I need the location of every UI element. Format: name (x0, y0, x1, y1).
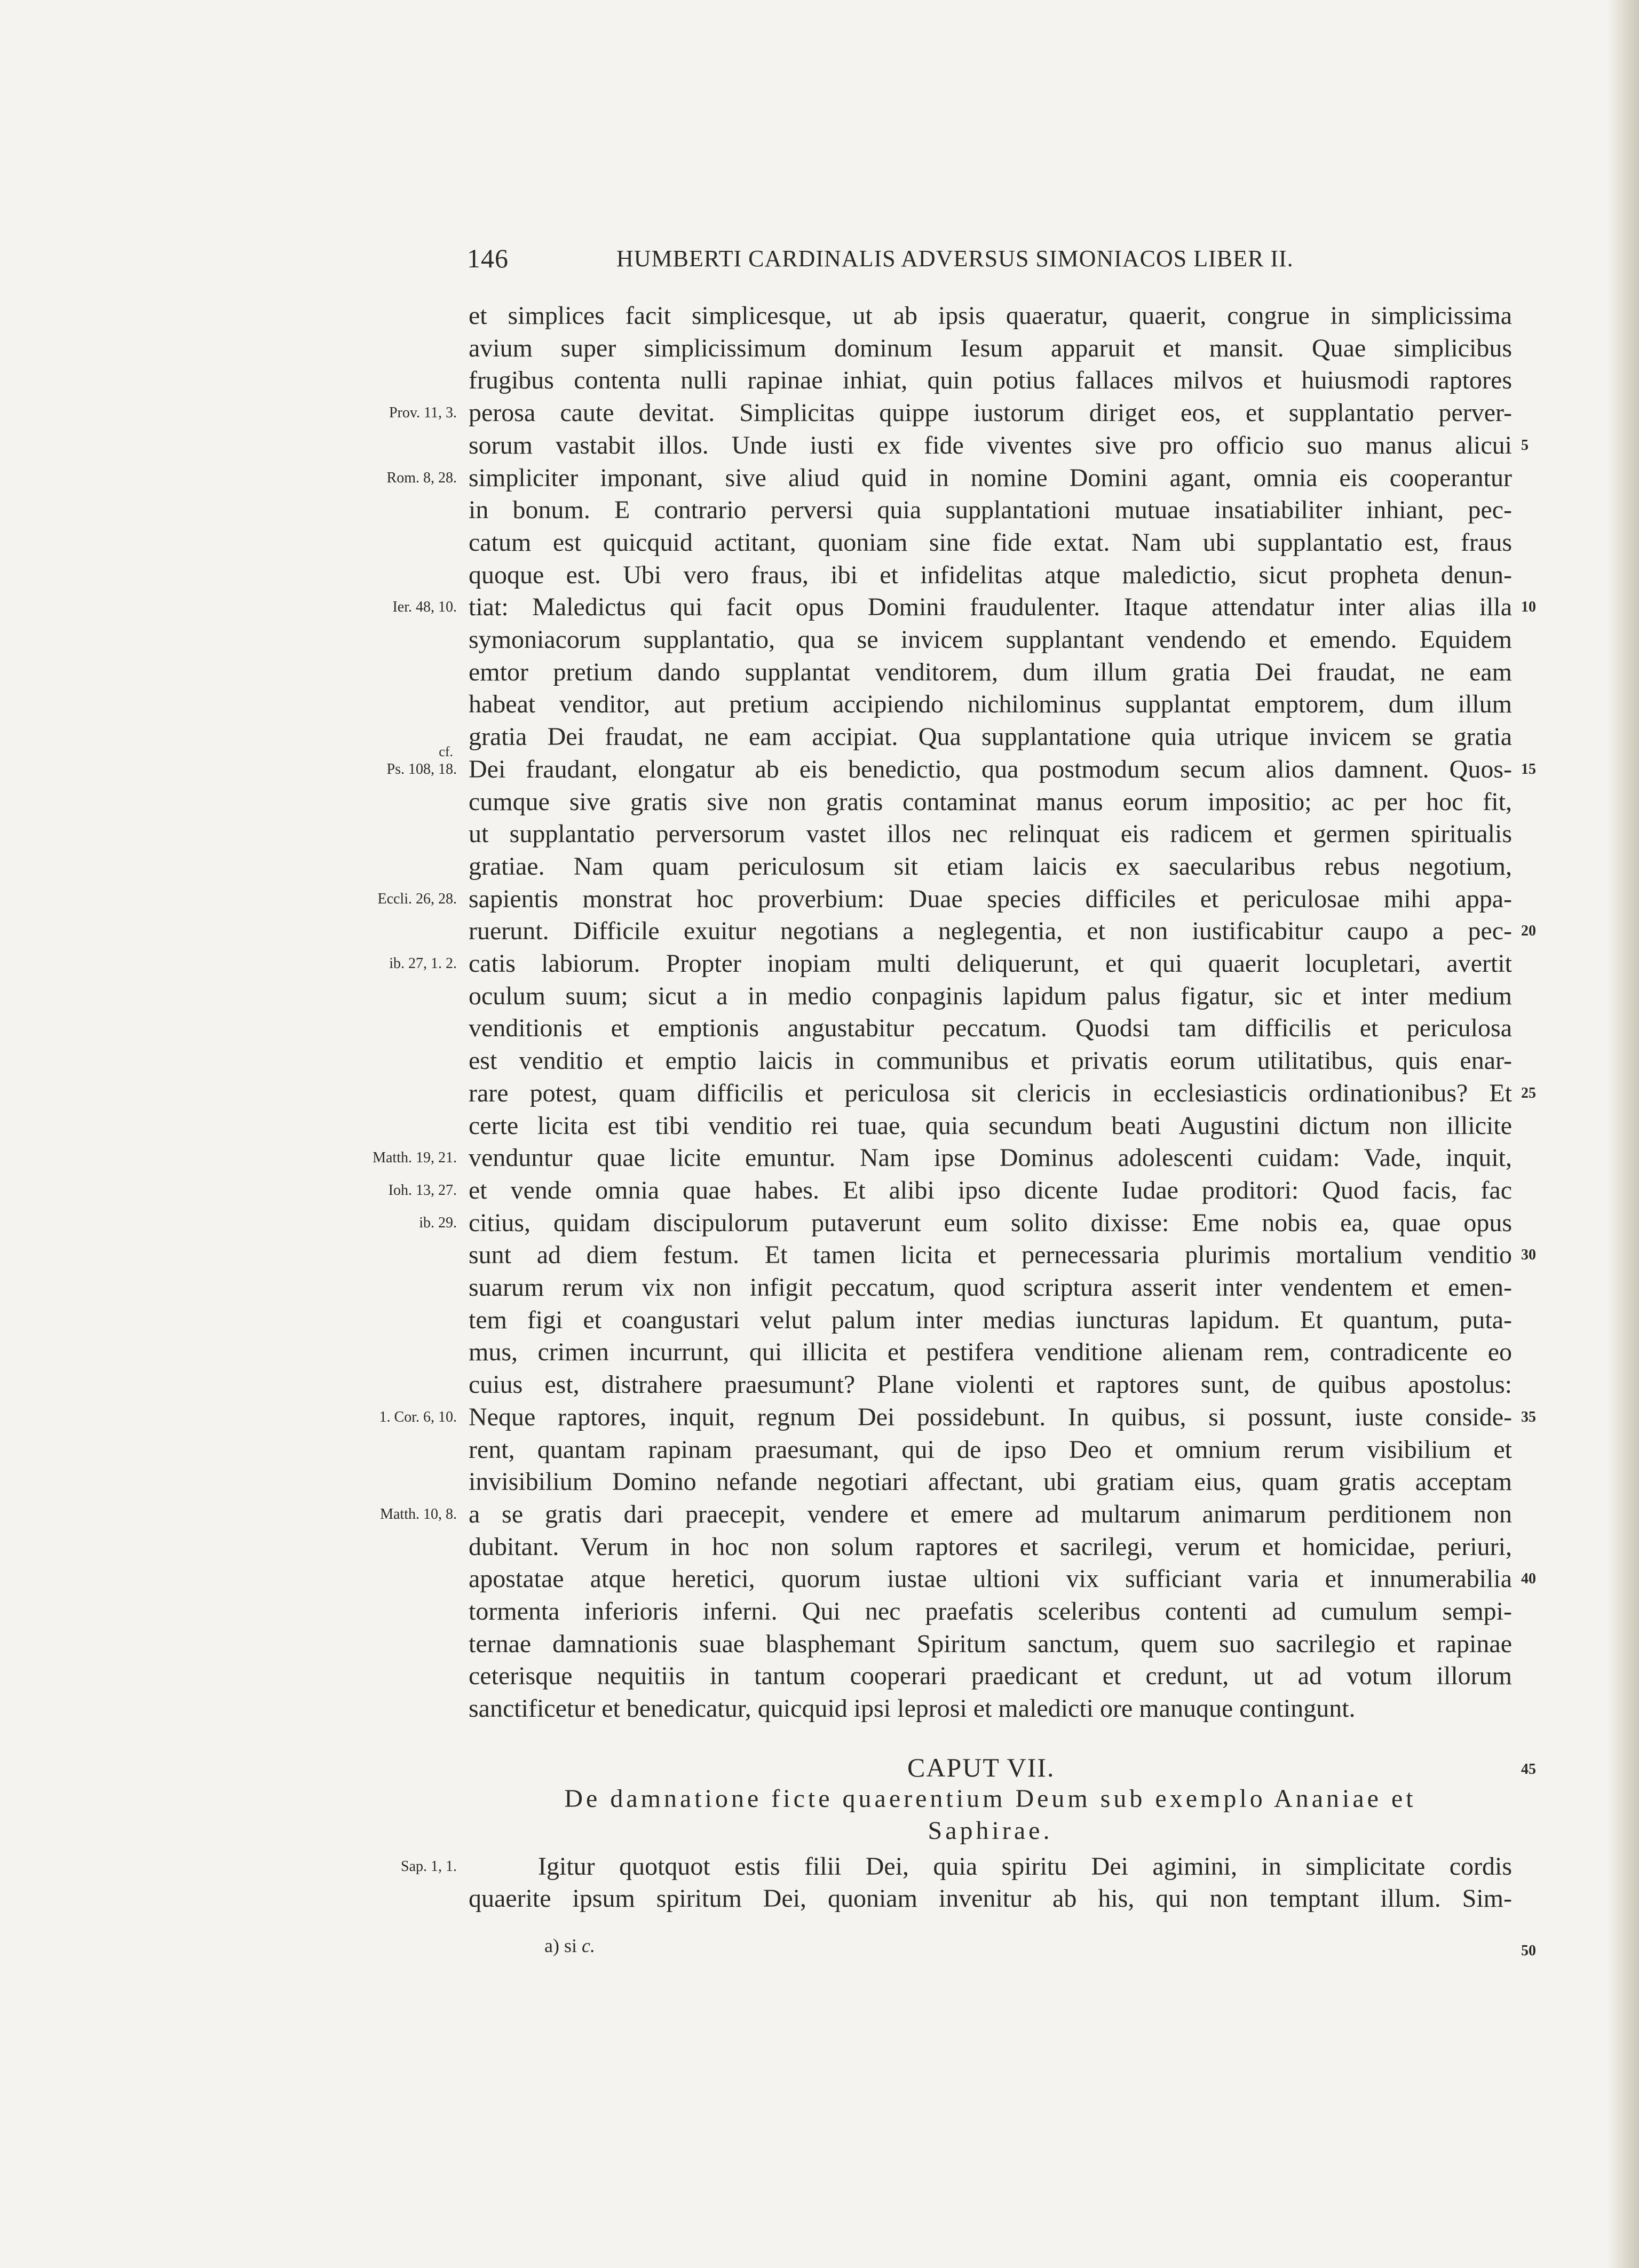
text-line (0, 1369, 1639, 1401)
line-text: citius, quidam discipulorum putaverunt eum solito dixisse: Eme nobis ea, quae opus (469, 1208, 1512, 1237)
text-line (0, 397, 1639, 429)
line-text: oculum suum; sicut a in medio conpaginis lapidum palus figatur, sic et inter medium (469, 981, 1512, 1010)
text-line (0, 1628, 1639, 1660)
line-text: sorum vastabit illos. Unde iusti ex fide viventes sive pro officio suo manus alicui (469, 431, 1512, 459)
margin-reference: ib. 29. (419, 1214, 457, 1231)
line-text: ut supplantatio perversorum vastet illos nec relinquat eis radicem et germen spiritualis (469, 820, 1512, 848)
line-text: in bonum. E contrario perversi quia supplantationi mutuae insatiabiliter inhiant, pec- (469, 496, 1512, 525)
footnote-source: c. (581, 1935, 595, 1956)
text-line (0, 1531, 1639, 1563)
text-line (0, 527, 1639, 559)
line-text: sanctificetur et benedicatur, quicquid ipsi leprosi et maledicti ore manuque contingunt. (469, 1694, 1356, 1723)
margin-reference: Prov. 11, 3. (389, 405, 457, 422)
line-text: certe licita est tibi venditio rei tuae, quia secundum beati Augustini dictum non illicite (469, 1111, 1512, 1140)
text-line (0, 624, 1639, 656)
line-text: est venditio et emptio laicis in communibus et privatis eorum utilitatibus, quis enar- (469, 1046, 1512, 1075)
line-text: suarum rerum vix non infigit peccatum, quod scriptura asserit inter vendentem et emen- (469, 1273, 1512, 1302)
line-text: habeat venditor, aut pretium accipiendo nichilominus supplantat emptorem, dum illum (469, 690, 1512, 719)
line-text: rent, quantam rapinam praesumant, qui de ipso Deo et omnium rerum visibilium et (469, 1435, 1512, 1464)
text-line (0, 1883, 1639, 1915)
text-line (0, 430, 1639, 462)
line-text: sunt ad diem festum. Et tamen licita et pernecessaria plurimis mortalium venditio (469, 1241, 1512, 1270)
line-text: emtor pretium dando supplantat venditorem, dum illum gratia Dei fraudat, ne eam (469, 657, 1512, 686)
text-line (0, 1239, 1639, 1271)
text-line (0, 300, 1639, 332)
line-text: catis labiorum. Propter inopiam multi deliquerunt, et qui quaerit locupletari, avertit (469, 949, 1512, 978)
text-line (0, 883, 1639, 915)
margin-reference: Matth. 19, 21. (373, 1149, 457, 1167)
line-text: et simplices facit simplicesque, ut ab ipsis quaeratur, quaerit, congrue in simplicissima (469, 302, 1512, 330)
footnote-text: si (564, 1935, 577, 1956)
line-text: quaerite ipsum spiritum Dei, quoniam invenitur ab his, qui non temptant illum. Sim- (469, 1884, 1512, 1913)
line-number: 10 (1521, 599, 1536, 616)
chapter-subtitle-continued: Saphirae. (928, 1817, 1053, 1845)
footnote-marker: a) (544, 1935, 559, 1956)
text-line (0, 462, 1639, 494)
text-line (0, 364, 1639, 396)
margin-reference: 1. Cor. 6, 10. (379, 1408, 457, 1425)
text-line (0, 948, 1639, 980)
line-number: 35 (1521, 1408, 1536, 1425)
text-line (0, 1434, 1639, 1466)
line-text: sapientis monstrat hoc proverbium: Duae species difficiles et periculosae mihi appa- (469, 884, 1512, 913)
line-text: cuius est, distrahere praesumunt? Plane violenti et raptores sunt, de quibus apostolus: (469, 1370, 1512, 1399)
line-text: tormenta inferioris inferni. Qui nec praefatis sceleribus contenti ad cumulum sempi- (469, 1597, 1512, 1625)
text-line (0, 656, 1639, 688)
text-line (0, 688, 1639, 720)
text-line (0, 1596, 1639, 1628)
margin-reference: Ier. 48, 10. (392, 599, 457, 616)
text-line (0, 818, 1639, 850)
margin-reference: Matth. 10, 8. (380, 1505, 457, 1522)
line-text: simpliciter imponant, sive aliud quid in nomine Domini agant, omnia eis cooperantur (469, 463, 1512, 492)
text-line (0, 1693, 1639, 1725)
line-number: 15 (1521, 760, 1536, 778)
chapter-heading: CAPUT VII. (907, 1752, 1055, 1782)
text-line (0, 1110, 1639, 1142)
line-text: ternae damnationis suae blasphemant Spiritum sanctum, quem suo sacrilegio et rapinae (469, 1629, 1512, 1658)
line-text: symoniacorum supplantatio, qua se invicem supplantant vendendo et emendo. Equidem (469, 625, 1512, 654)
text-line (0, 1466, 1639, 1498)
text-line (0, 1563, 1639, 1595)
page-header (467, 243, 1348, 280)
line-text: apostatae atque heretici, quorum iustae ultioni vix sufficiant varia et innumerabilia (469, 1565, 1512, 1593)
line-text: tem figi et coangustari velut palum inter medias iuncturas lapidum. Et quantum, puta- (469, 1305, 1512, 1334)
text-line (0, 1012, 1639, 1044)
text-line (0, 1336, 1639, 1368)
line-text: a se gratis dari praecepit, vendere et emere ad multarum animarum perditionem non (469, 1500, 1512, 1528)
line-text: mus, crimen incurrunt, qui illicita et pestifera venditione alienam rem, contradicente eo (469, 1338, 1512, 1367)
margin-reference: Ps. 108, 18. (386, 760, 457, 778)
text-line (0, 1045, 1639, 1077)
running-title: HUMBERTI CARDINALIS ADVERSUS SIMONIACOS LIBER II. (616, 245, 1294, 272)
text-line (0, 1175, 1639, 1207)
line-text: Dei fraudant, elongatur ab eis benedictio, qua postmodum secum alios damnent. Quos- (469, 755, 1512, 783)
text-line (0, 1207, 1639, 1239)
text-line (0, 332, 1639, 364)
line-text: venduntur quae licite emuntur. Nam ipse Dominus adolescenti cuidam: Vade, inquit, (469, 1144, 1512, 1172)
line-text: quoque est. Ubi vero fraus, ibi et infidelitas atque maledictio, sicut propheta denun- (469, 560, 1512, 589)
line-number: 5 (1521, 437, 1529, 454)
line-text: venditionis et emptionis angustabitur peccatum. Quodsi tam difficilis et periculosa (469, 1014, 1512, 1043)
text-line (0, 591, 1639, 623)
line-text: Neque raptores, inquit, regnum Dei possidebunt. In quibus, si possunt, iuste conside- (469, 1402, 1512, 1431)
line-text: frugibus contenta nulli rapinae inhiat, quin potius fallaces milvos et huiusmodi raptores (469, 366, 1512, 395)
text-line (0, 786, 1639, 818)
line-text: ruerunt. Difficile exuitur negotians a neglegentia, et non iustificabitur caupo a pec- (469, 917, 1512, 946)
margin-reference: Rom. 8, 28. (386, 469, 457, 486)
text-line (0, 1304, 1639, 1336)
line-text: Igitur quotquot estis filii Dei, quia spiritu Dei agimini, in simplicitate cordis (538, 1852, 1512, 1881)
line-number: 20 (1521, 923, 1536, 940)
text-line (0, 980, 1639, 1012)
text-line (0, 915, 1639, 947)
line-text: gratiae. Nam quam periculosum sit etiam laicis ex saecularibus rebus negotium, (469, 852, 1512, 881)
text-line (0, 1851, 1639, 1883)
line-text: catum est quicquid actitant, quoniam sine fide extat. Nam ubi supplantatio est, fraus (469, 528, 1512, 557)
text-line (0, 1498, 1639, 1530)
text-line (0, 1272, 1639, 1304)
page-number: 146 (467, 243, 509, 273)
line-number: 50 (1521, 1942, 1536, 1959)
text-line (0, 1142, 1639, 1174)
text-line (0, 494, 1639, 526)
line-number: 30 (1521, 1247, 1536, 1264)
margin-reference: ib. 27, 1. 2. (389, 955, 457, 972)
line-number: 45 (1521, 1761, 1536, 1778)
margin-reference: Ioh. 13, 27. (388, 1181, 457, 1199)
line-text: perosa caute devitat. Simplicitas quippe iustorum diriget eos, et supplantatio perver- (469, 399, 1512, 427)
line-text: gratia Dei fraudat, ne eam accipiat. Qua supplantatione quia utrique invicem se gratia (469, 723, 1512, 751)
line-text: cumque sive gratis sive non gratis contaminat manus eorum impositio; ac per hoc fit, (469, 787, 1512, 816)
text-line (0, 851, 1639, 883)
line-text: avium super simplicissimum dominum Iesum apparuit et mansit. Quae simplicibus (469, 334, 1512, 362)
text-line (0, 1660, 1639, 1692)
line-text: rare potest, quam difficilis et periculosa sit clericis in ecclesiasticis ordinationibus? Et (469, 1079, 1512, 1107)
text-line (0, 721, 1639, 753)
text-line (0, 1077, 1639, 1109)
text-line (0, 1401, 1639, 1433)
margin-reference-prefix: cf. (439, 743, 453, 759)
line-text: dubitant. Verum in hoc non solum raptores et sacrilegi, verum et homicidae, periuri, (469, 1532, 1512, 1561)
chapter-subtitle: De damnatione ficte quaerentium Deum sub exemplo Ananiae et (564, 1785, 1416, 1813)
line-text: invisibilium Domino nefande negotiari affectant, ubi gratiam eius, quam gratis acceptam (469, 1468, 1512, 1496)
margin-reference: Eccli. 26, 28. (377, 890, 457, 907)
line-text: et vende omnia quae habes. Et alibi ipso dicente Iudae proditori: Quod facis, fac (469, 1176, 1512, 1204)
footnote (544, 1934, 595, 1957)
line-number: 25 (1521, 1084, 1536, 1101)
text-line (0, 743, 1639, 786)
text-line (0, 559, 1639, 591)
line-number: 40 (1521, 1571, 1536, 1588)
line-text: ceterisque nequitiis in tantum cooperari praedicant et credunt, ut ad votum illorum (469, 1662, 1512, 1691)
line-text: tiat: Maledictus qui facit opus Domini fraudulenter. Itaque attendatur inter alias illa (469, 593, 1512, 622)
margin-reference: Sap. 1, 1. (401, 1858, 457, 1875)
